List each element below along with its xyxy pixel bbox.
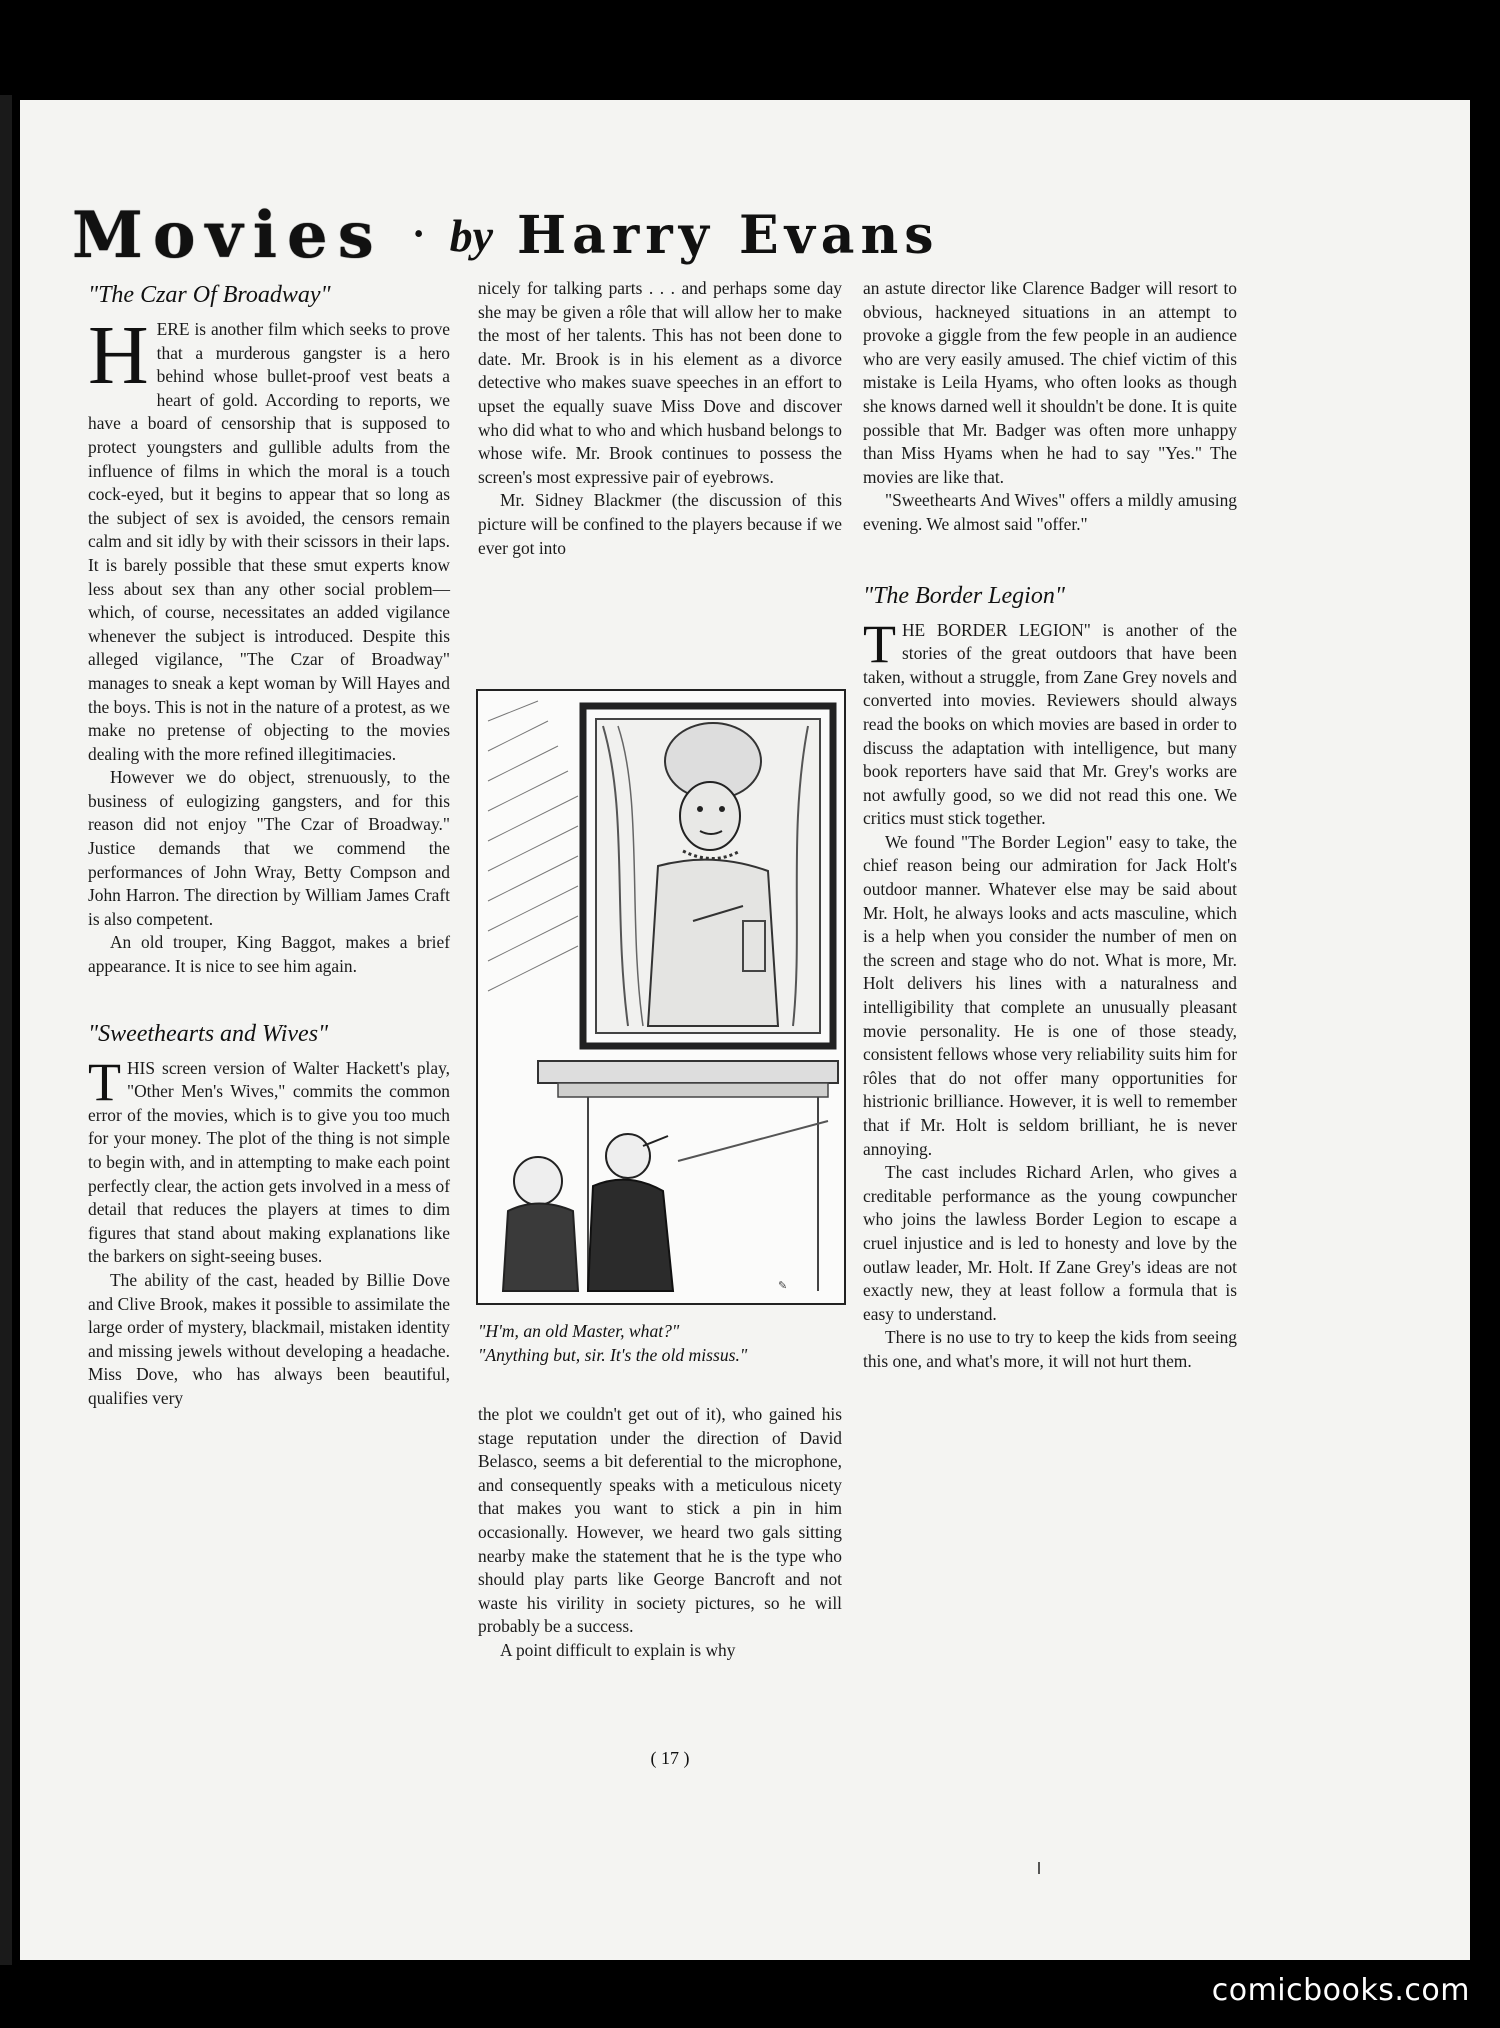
review-title-czar: "The Czar Of Broadway"	[88, 282, 331, 308]
caption-line-1: "H'm, an old Master, what?"	[478, 1321, 680, 1341]
paragraph: THIS screen version of Walter Hackett's play, "Other Men's Wives," commits the common error of the movies, which is to give you too much for your money. The plot of the thing is not simple to begin with, and in attempting to make each point perfectly clear, the action gets involved in a mess of detail that reduces the players at times to dim figures that stand about making explanations like the barkers on sight-seeing buses.	[88, 1051, 450, 1267]
column-1	[88, 280, 450, 1411]
author-name: Harry Evans	[517, 204, 940, 266]
paragraph: an astute director like Clarence Badger will resort to obvious, hackneyed situations in an attempt to provoke a giggle from the few people in an audience who are very easily amused. The chief victim of this mistake is Leila Hyams, who often looks as though she knows darned well it shouldn't be done. It is quite possible that Mr. Badger was often more unhappy than Miss Hyams when he had to say "Yes." The movies are like that.	[863, 278, 1237, 487]
paragraph: The ability of the cast, headed by Billie Dove and Clive Brook, makes it possible to assimilate the large order of mystery, blackmail, mistaken identity and missing jewels without developing a headache. Miss Dove, who has always been beautiful, qualifies very	[88, 1269, 450, 1408]
byline-prefix: by	[449, 209, 494, 261]
page-number: ( 17 )	[650, 1748, 690, 1768]
page-header	[72, 197, 1252, 273]
svg-text:✎: ✎	[778, 1280, 788, 1292]
section-title: Movies	[72, 197, 384, 273]
paragraph: nicely for talking parts . . . and perhaps some day she may be given a rôle that will allow her to make the most of her talents. This has not been done to date. Mr. Brook is in his element as a divorce detective who makes suave speeches in an effort to upset the equally suave Miss Dove and discover who did what to who and which husband belongs to whose wife. Mr. Brook continues to possess the screen's most expressive pair of eyebrows.	[478, 278, 842, 487]
paragraph: We found "The Border Legion" easy to take, the chief reason being our admiration for Jack Holt's outdoor manner. Whatever else may be said about Mr. Holt, he always looks and acts masculine, which is a help when you consider the number of men on the screen and stage who do not. What is more, Mr. Holt delivers his lines with a naturalness and intelligibility that complete an unusually pleasant movie personality. He is one of those steady, consistent fellows whose very reliability suits him for rôles that do not offer many opportunities for histrionic brilliance. However, it is well to remember that if Mr. Holt is seldom brilliant, he is never annoying.	[863, 831, 1237, 1159]
paragraph: A point difficult to explain is why	[500, 1639, 736, 1660]
paragraph: HERE is another film which seeks to prove that a murderous gangster is a hero behind whose bullet-proof vest beats a heart of gold. According to reports, we have a board of censorship that is supposed to protect youngsters and gullible adults from the influence of films in which the moral is a touch cock-eyed, but it begins to appear that so long as the subject of sex is avoided, the censors remain calm and sit idly by with their scissors in their laps. It is barely possible that these smut experts know less about sex than any other social problem—which, of course, necessitates an added vigilance whenever the subject is introduced. Despite this alleged vigilance, "The Czar of Broadway" manages to sneak a kept woman by Will Hayes and the boys. This is not in the nature of a protest, as we make no pretense of objecting to the movies dealing with the more refined illegitimacies.	[88, 309, 450, 764]
review-title-sweethearts: "Sweethearts and Wives"	[88, 1020, 329, 1047]
page-spine-shadow	[0, 95, 12, 1965]
drop-cap: T	[88, 1051, 121, 1112]
print-mark	[1038, 1862, 1040, 1874]
paragraph: "Sweethearts And Wives" offers a mildly amusing evening. We almost said "offer."	[863, 490, 1237, 534]
paragraph: THE BORDER LEGION" is another of the stories of the great outdoors that have been taken, without a struggle, from Zane Grey novels and converted into movies. Reviewers should always read the books on which movies are based in order to discuss the adaptation with intelligence, but many book reporters have said that Mr. Grey's works are not awfully good, so we did not read this one. We critics must stick together.	[863, 613, 1237, 829]
paragraph: The cast includes Richard Arlen, who gives a creditable performance as the young cowpuncher who joins the lawless Border Legion to escape a cruel injustice and is led to honesty and love by the outlaw leader, Mr. Holt. If Zane Grey's ideas are not exactly new, they at least follow a formula that is easy to understand.	[863, 1162, 1237, 1324]
column-2-top	[478, 277, 842, 560]
column-3	[863, 277, 1237, 1374]
review-title-border-legion: "The Border Legion"	[863, 582, 1065, 609]
column-2-bottom	[478, 1403, 842, 1663]
paragraph: the plot we couldn't get out of it), who gained his stage reputation under the direction of David Belasco, seems a bit deferential to the microphone, and consequently speaks with a meticulous nicety that makes you want to stick a pin in him occasionally. However, we heard two gals sitting nearby make the statement that he is the type who should play parts like George Bancroft and not waste his virility in society pictures, so he will probably be a success.	[478, 1404, 842, 1637]
cartoon-illustration	[476, 689, 846, 1305]
drop-cap: T	[863, 613, 896, 674]
header-bullet: •	[413, 219, 424, 250]
site-watermark: comicbooks.com	[1211, 1973, 1470, 2008]
paragraph: Mr. Sidney Blackmer (the discussion of this picture will be confined to the players because if we ever got into	[478, 490, 842, 558]
paragraph: There is no use to try to keep the kids from seeing this one, and what's more, it will not hurt them.	[863, 1327, 1237, 1371]
cartoon-caption	[478, 1319, 848, 1367]
paragraph: However we do object, strenuously, to the business of eulogizing gangsters, and for this reason did not enjoy "The Czar of Broadway." Justice demands that we commend the performances of John Wray, Betty Compson and John Harron. The direction by William James Craft is also competent.	[88, 767, 450, 929]
paragraph: An old trouper, King Baggot, makes a brief appearance. It is nice to see him again.	[88, 932, 450, 977]
cartoon-drawing	[478, 691, 844, 1303]
caption-line-2: "Anything but, sir. It's the old missus."	[478, 1345, 748, 1365]
drop-cap: H	[88, 309, 149, 402]
